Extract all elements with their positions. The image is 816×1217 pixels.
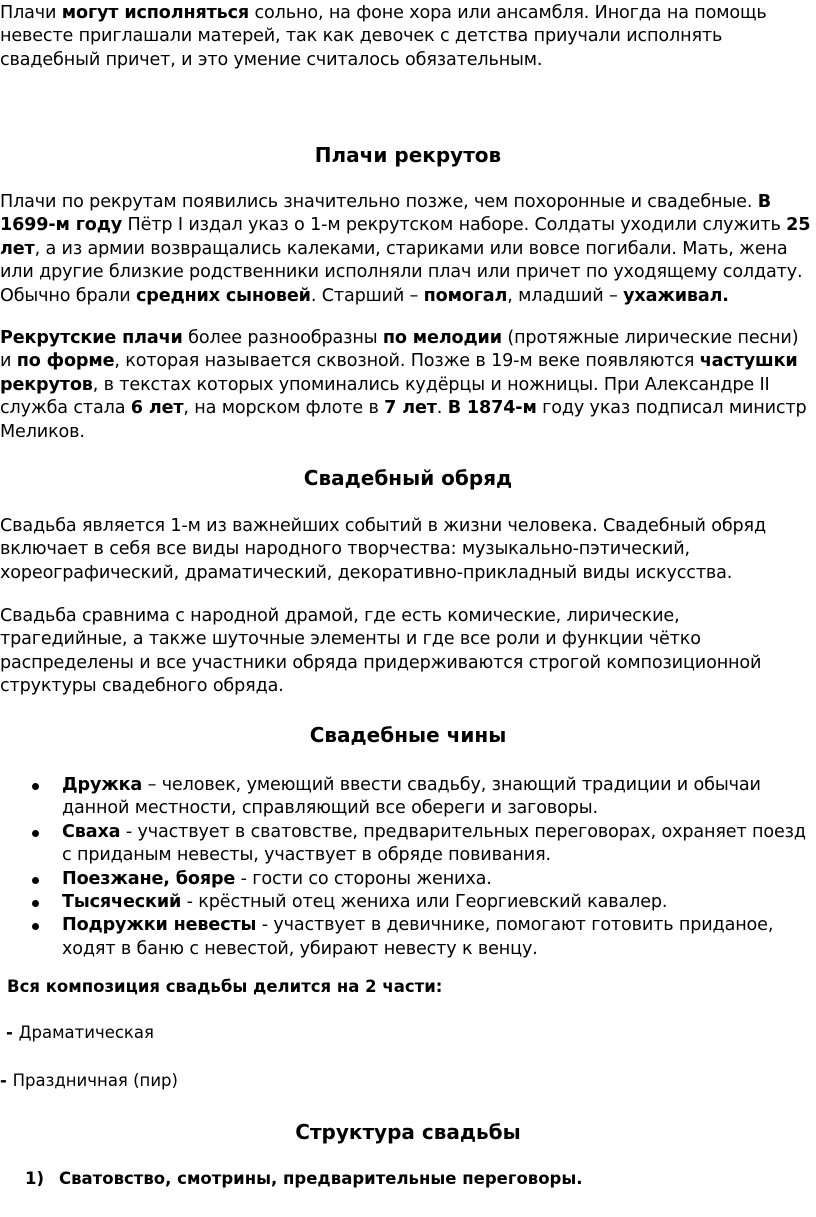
list-item: Сваха - участвует в сватовстве, предварительных переговорах, охраняет поезд с приданым невесты, участвует в обряде повивания.	[0, 821, 810, 868]
list-item: Подружки невесты - участвует в девичнике, помогают готовить приданое, ходят в баню с невестой, убирают невесту к венцу.	[0, 914, 810, 961]
list-item: Тысяческий - крёстный отец жениха или Георгиевский кавалер.	[0, 891, 810, 914]
bullet-icon	[32, 923, 39, 930]
wedding-heading: Свадебный обряд	[303, 466, 513, 490]
list-item: Поезжане, бояре - гости со стороны жениха.	[0, 868, 810, 891]
composition-part-2: - Праздничная (пир)	[0, 1071, 178, 1090]
recruits-heading: Плачи рекрутов	[314, 143, 502, 167]
wedding-paragraph-1: Свадьба является 1-м из важнейших событий в жизни человека. Свадебный обряд включает в себя все виды народного творчества: музыкально-пэтический, хореографический, драматический, декоративно-прикладный виды искусства.	[0, 516, 766, 583]
structure-item-1: 1) Сватовство, смотрины, предварительные переговоры.	[25, 1169, 583, 1188]
wedding-paragraph-2: Свадьба сравнима с народной драмой, где есть комические, лирические, трагедийные, а также шуточные элементы и где все роли и функции чётко распределены и все участники обряда придерживаются строгой композиционной структуры свадебного обряда.	[0, 606, 762, 697]
bullet-icon	[32, 900, 39, 907]
ranks-heading: Свадебные чины	[309, 723, 507, 747]
ranks-list	[0, 774, 810, 961]
composition-part-1: - Драматическая	[6, 1023, 154, 1042]
bullet-icon	[32, 830, 39, 837]
structure-heading: Структура свадьбы	[295, 1120, 521, 1144]
recruits-paragraph-1: Плачи по рекрутам появились значительно позже, чем похоронные и свадебные. В 1699-м году Пётр I издал указ о 1-м рекрутском наборе. Солдаты уходили служить 25 лет, а из армии возвращались калеками, стариками или вовсе погибали. Мать, жена или другие близкие родственники исполняли плач или причет по уходящему солдату. Обычно брали средних сыновей. Старший – помогал, младший – ухаживал.	[0, 192, 811, 306]
recruits-paragraph-2: Рекрутские плачи более разнообразны по мелодии (протяжные лирические песни) и по форме, которая называется сквозной. Позже в 19-м веке появляются частушки рекрутов, в текстах которых упоминались кудёрцы и ножницы. При Александре II служба стала 6 лет, на морском флоте в 7 лет. В 1874-м году указ подписал министр Меликов.	[0, 328, 807, 442]
bullet-icon	[32, 877, 39, 884]
list-item: Дружка – человек, умеющий ввести свадьбу, знающий традиции и обычаи данной местности, справляющий все обереги и заговоры.	[0, 774, 810, 821]
intro-paragraph: Плачи могут исполняться сольно, на фоне хора или ансамбля. Иногда на помощь невесте приглашали матерей, так как девочек с детства приучали исполнять свадебный причет, и это умение считалось обязательным.	[0, 3, 767, 70]
composition-title: Вся композиция свадьбы делится на 2 части:	[7, 977, 443, 996]
bullet-icon	[32, 783, 39, 790]
